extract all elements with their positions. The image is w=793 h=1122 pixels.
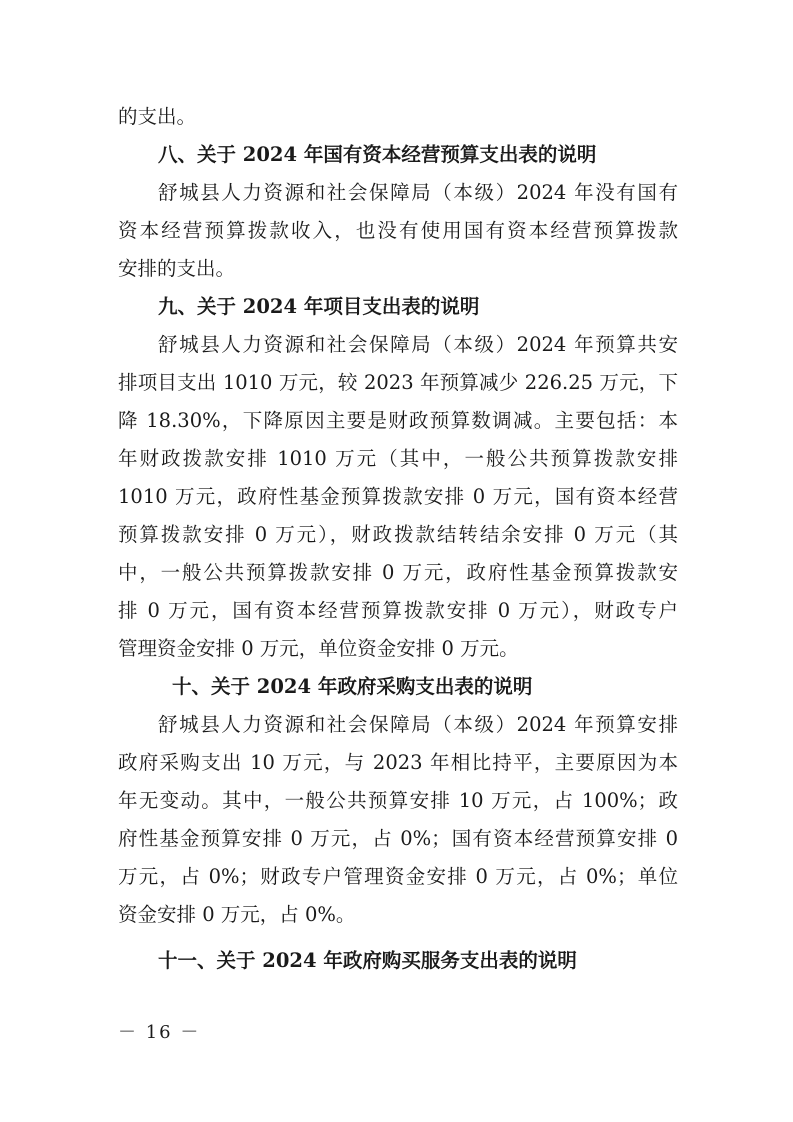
section-heading-10: 十、关于 2024 年政府采购支出表的说明 <box>172 675 533 698</box>
text-line: 资本经营预算拨款收入，也没有使用国有资本经营预算拨款 <box>118 219 678 242</box>
text-line: 府性基金预算安排 0 万元，占 0%；国有资本经营预算安排 0 <box>118 827 678 850</box>
text-line: 万元，占 0%；财政专户管理资金安排 0 万元，占 0%；单位 <box>118 865 678 888</box>
section-heading-9: 九、关于 2024 年项目支出表的说明 <box>158 295 480 318</box>
text-line: 舒城县人力资源和社会保障局（本级）2024 年预算安排 <box>158 713 678 736</box>
text-line: 资金安排 0 万元，占 0%。 <box>118 903 356 926</box>
page-number: － 16 － <box>118 1022 201 1043</box>
text-line: 1010 万元，政府性基金预算拨款安排 0 万元，国有资本经营 <box>118 485 678 508</box>
text-line: 排项目支出 1010 万元，较 2023 年预算减少 226.25 万元，下 <box>118 371 678 394</box>
document-body <box>118 98 678 980</box>
text-line: 舒城县人力资源和社会保障局（本级）2024 年没有国有 <box>158 181 678 204</box>
text-line: 排 0 万元，国有资本经营预算拨款安排 0 万元），财政专户 <box>118 599 678 622</box>
section-heading-11: 十一、关于 2024 年政府购买服务支出表的说明 <box>158 949 577 972</box>
text-line: 的支出。 <box>118 105 197 128</box>
text-line: 管理资金安排 0 万元，单位资金安排 0 万元。 <box>118 637 519 660</box>
text-line: 政府采购支出 10 万元，与 2023 年相比持平，主要原因为本 <box>118 751 678 774</box>
text-line: 舒城县人力资源和社会保障局（本级）2024 年预算共安 <box>158 333 678 356</box>
text-line: 降 18.30%，下降原因主要是财政预算数调减。主要包括：本 <box>118 409 678 432</box>
text-line: 预算拨款安排 0 万元），财政拨款结转结余安排 0 万元（其 <box>118 523 678 546</box>
text-line: 年无变动。其中，一般公共预算安排 10 万元，占 100%；政 <box>118 789 678 812</box>
text-line: 中，一般公共预算拨款安排 0 万元，政府性基金预算拨款安 <box>118 561 678 584</box>
text-line: 安排的支出。 <box>118 257 236 280</box>
section-heading-8: 八、关于 2024 年国有资本经营预算支出表的说明 <box>158 143 597 166</box>
text-line: 年财政拨款安排 1010 万元（其中，一般公共预算拨款安排 <box>118 447 678 470</box>
